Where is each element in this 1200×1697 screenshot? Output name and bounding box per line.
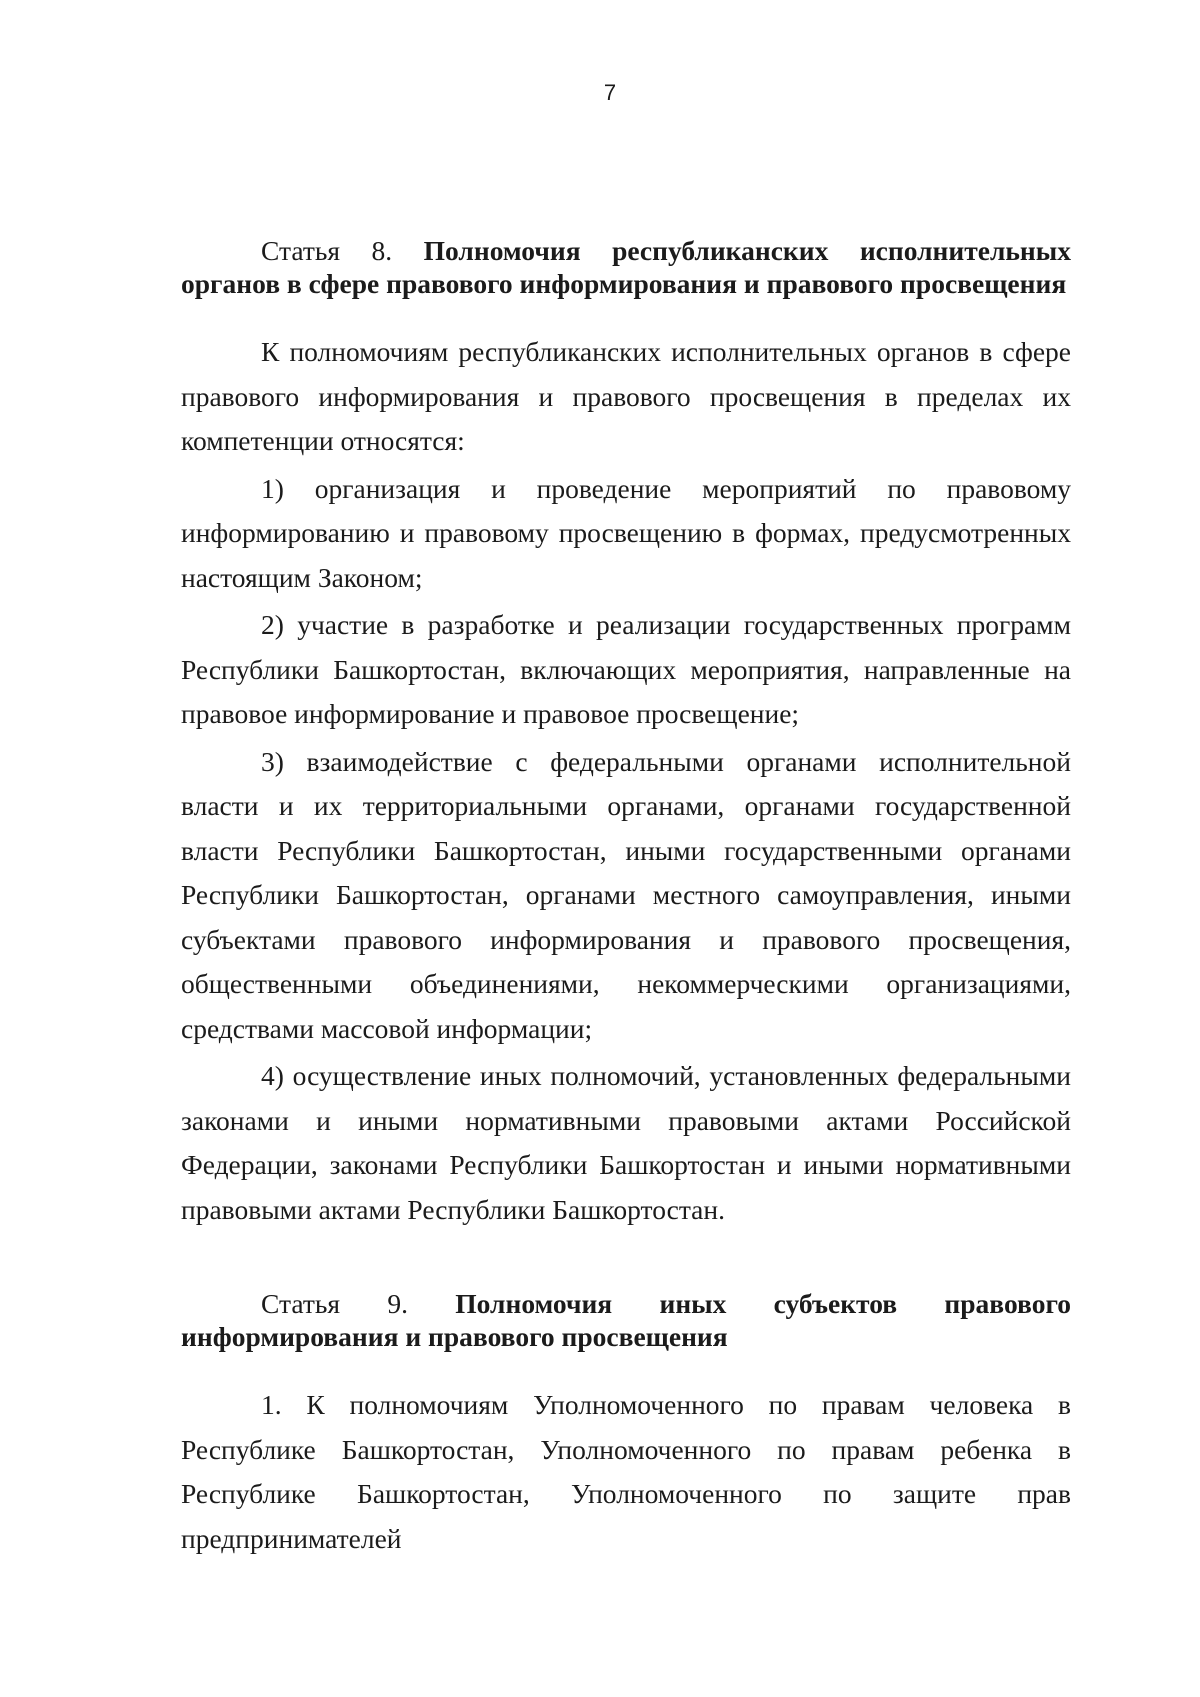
- page-number: 7: [603, 80, 617, 105]
- article-8-label: Статья 8.: [261, 235, 393, 266]
- article-9-title: Полномочия иных субъектов правового информирования и правового просвещения: [181, 1288, 1071, 1352]
- article-8-item-3: 3) взаимодействие с федеральными органами исполнительной власти и их территориальными органами, органами государственной власти Республики Башкортостан, иными государственными органами Республики Башкортостан, органами местного самоуправления, иными субъектами правового информирования и правового просвещения, общественными объединениями, некоммерческими организациями, средствами массовой информации;: [181, 745, 1071, 1044]
- article-8-item-1: 1) организация и проведение мероприятий по правовому информированию и правовому просвещению в формах, предусмотренных настоящим Законом;: [181, 472, 1071, 593]
- article-8-item-2: 2) участие в разработке и реализации государственных программ Республики Башкортостан, включающих мероприятия, направленные на правовое информирование и правовое просвещение;: [181, 609, 1071, 729]
- article-9-heading: [181, 1287, 1071, 1353]
- article-8-title: Полномочия республиканских исполнительных органов в сфере правового информирования и правового просвещения: [181, 235, 1071, 299]
- document-body: [181, 234, 1071, 1564]
- article-8-heading: [181, 234, 1071, 300]
- article-9-paragraph-1: 1. К полномочиям Уполномоченного по правам человека в Республике Башкортостан, Уполномоченного по правам ребенка в Республике Башкортостан, Уполномоченного по защите прав предпринимателей: [181, 1389, 1071, 1554]
- section-spacer: [181, 1235, 1071, 1287]
- article-9-label: Статья 9.: [261, 1288, 408, 1319]
- article-8-item-4: 4) осуществление иных полномочий, установленных федеральными законами и иными нормативными правовыми актами Российской Федерации, законами Республики Башкортостан и иными нормативными правовыми актами Республики Башкортостан.: [181, 1060, 1071, 1225]
- article-8-intro: К полномочиям республиканских исполнительных органов в сфере правового информирования и правового просвещения в пределах их компетенции относятся:: [181, 336, 1071, 456]
